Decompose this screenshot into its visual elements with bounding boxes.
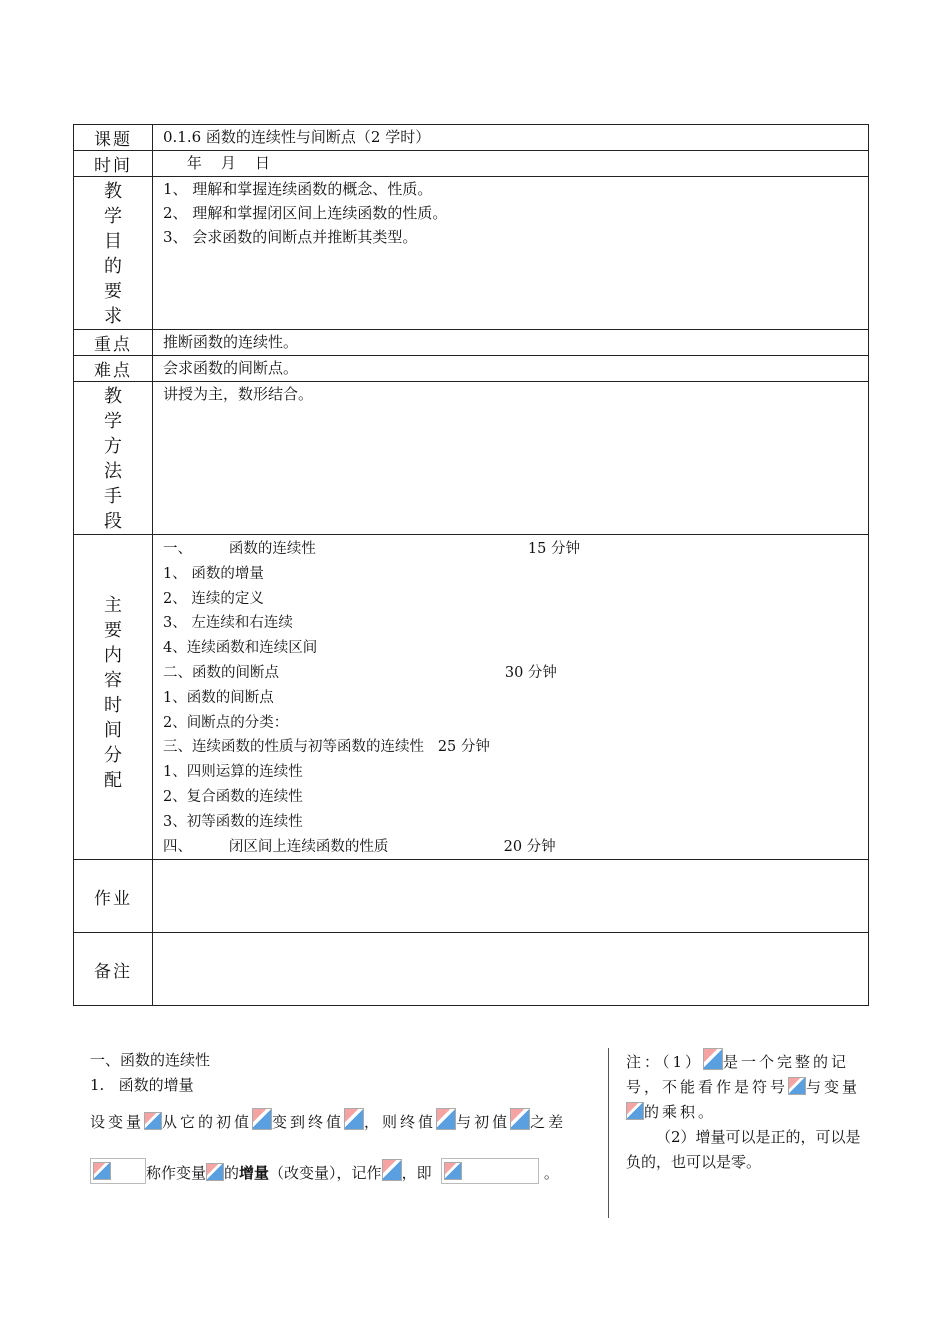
value-homework (153, 860, 869, 933)
note-text-1: 注：（1） (626, 1053, 704, 1071)
row-main-content (74, 535, 869, 860)
para1-text-3: 变到终值 (272, 1113, 345, 1131)
increment-term: 增量 (239, 1164, 270, 1182)
formula-image-icon (444, 1162, 462, 1180)
formula-image (788, 1077, 806, 1095)
note-text-2: 是一个完整的记号，不能看作是符号 (626, 1053, 850, 1096)
formula-image (206, 1163, 224, 1181)
label-homework: 作业 (74, 860, 153, 933)
body-section (90, 1048, 600, 1187)
goal-item: 1、 理解和掌握连续函数的概念、性质。 (163, 180, 433, 198)
main-item: 三、连续函数的性质与初等函数的连续性 25 分钟 (163, 739, 490, 756)
row-key-points (74, 330, 869, 356)
label-goals: 教学目的要求 (104, 181, 122, 327)
formula-image (441, 1158, 539, 1184)
label-key: 重点 (74, 330, 153, 356)
formula-image (344, 1108, 364, 1130)
value-key: 推断函数的连续性。 (153, 330, 869, 356)
increment-paragraph-2 (90, 1158, 600, 1187)
label-difficulty: 难点 (74, 356, 153, 382)
formula-image (436, 1108, 456, 1130)
label-title: 课题 (74, 125, 153, 151)
row-time (74, 151, 869, 177)
value-method: 讲授为主，数形结合。 (153, 382, 869, 535)
label-method: 教学方法手段 (104, 386, 122, 532)
main-item: 一、 函数的连续性 15 分钟 (163, 541, 580, 557)
goals-list (163, 177, 868, 249)
para2-text-2: 的 (224, 1164, 240, 1182)
para1-text-5: 与初值 (456, 1113, 511, 1131)
label-remarks: 备注 (74, 933, 153, 1006)
value-difficulty: 会求函数的间断点。 (153, 356, 869, 382)
sub-heading: 1. 函数的增量 (90, 1076, 194, 1094)
main-item: 二、函数的间断点 30 分钟 (163, 664, 557, 681)
para2-text-5: 。 (543, 1164, 559, 1182)
main-item: 4、连续函数和连续区间 (163, 640, 318, 657)
formula-image (252, 1108, 272, 1130)
main-item: 1、函数的间断点 (163, 689, 274, 706)
side-note (626, 1048, 866, 1175)
row-goals (74, 177, 869, 330)
row-method (74, 382, 869, 535)
section-heading: 一、函数的连续性 (90, 1051, 211, 1069)
para2-text-4: ，即 (401, 1164, 432, 1182)
formula-image (90, 1158, 146, 1184)
para2-text-1: 称作变量 (146, 1164, 207, 1182)
formula-image (626, 1102, 644, 1120)
main-item: 1、 函数的增量 (163, 565, 264, 582)
row-remarks (74, 933, 869, 1006)
main-item: 2、 连续的定义 (163, 590, 264, 607)
value-time: 年 月 日 (153, 151, 869, 177)
value-remarks (153, 933, 869, 1006)
formula-image (144, 1112, 162, 1130)
para1-text-2: 从它的初值 (162, 1113, 253, 1131)
row-homework (74, 860, 869, 933)
para1-text-1: 设变量 (90, 1113, 145, 1131)
goal-item: 3、 会求函数的间断点并推断其类型。 (163, 228, 418, 246)
note-paragraph-2: （2）增量可以是正的，可以是负的，也可以是零。 (626, 1128, 861, 1171)
formula-image (382, 1159, 402, 1181)
main-item: 3、初等函数的连续性 (163, 813, 303, 830)
para2-text-3: （改变量），记作 (269, 1164, 382, 1182)
main-item: 1、四则运算的连续性 (163, 764, 303, 781)
para1-text-4: ，则终值 (364, 1113, 437, 1131)
column-divider (608, 1048, 609, 1218)
main-item: 2、复合函数的连续性 (163, 788, 303, 805)
main-item: 3、 左连续和右连续 (163, 615, 293, 632)
para1-text-6: 之差 (530, 1113, 567, 1131)
row-title (74, 125, 869, 151)
goal-item: 2、 理解和掌握闭区间上连续函数的性质。 (163, 204, 448, 222)
row-difficulty (74, 356, 869, 382)
lesson-plan-table (73, 124, 869, 1006)
note-paragraph-1 (626, 1048, 866, 1125)
main-content-list (163, 535, 868, 859)
label-time: 时间 (74, 151, 153, 177)
main-item: 2、间断点的分类： (163, 714, 289, 731)
note-text-3: 与变量 (806, 1078, 861, 1096)
formula-image-icon (93, 1162, 111, 1180)
label-main: 主要内容时间分配 (104, 595, 122, 791)
value-title: 0.1.6 函数的连续性与间断点（2 学时） (153, 125, 869, 151)
increment-paragraph-1 (90, 1108, 600, 1136)
note-text-4: 的乘积。 (644, 1103, 717, 1121)
formula-image (510, 1108, 530, 1130)
formula-image (703, 1048, 723, 1070)
main-item: 四、 闭区间上连续函数的性质 20 分钟 (163, 838, 556, 855)
